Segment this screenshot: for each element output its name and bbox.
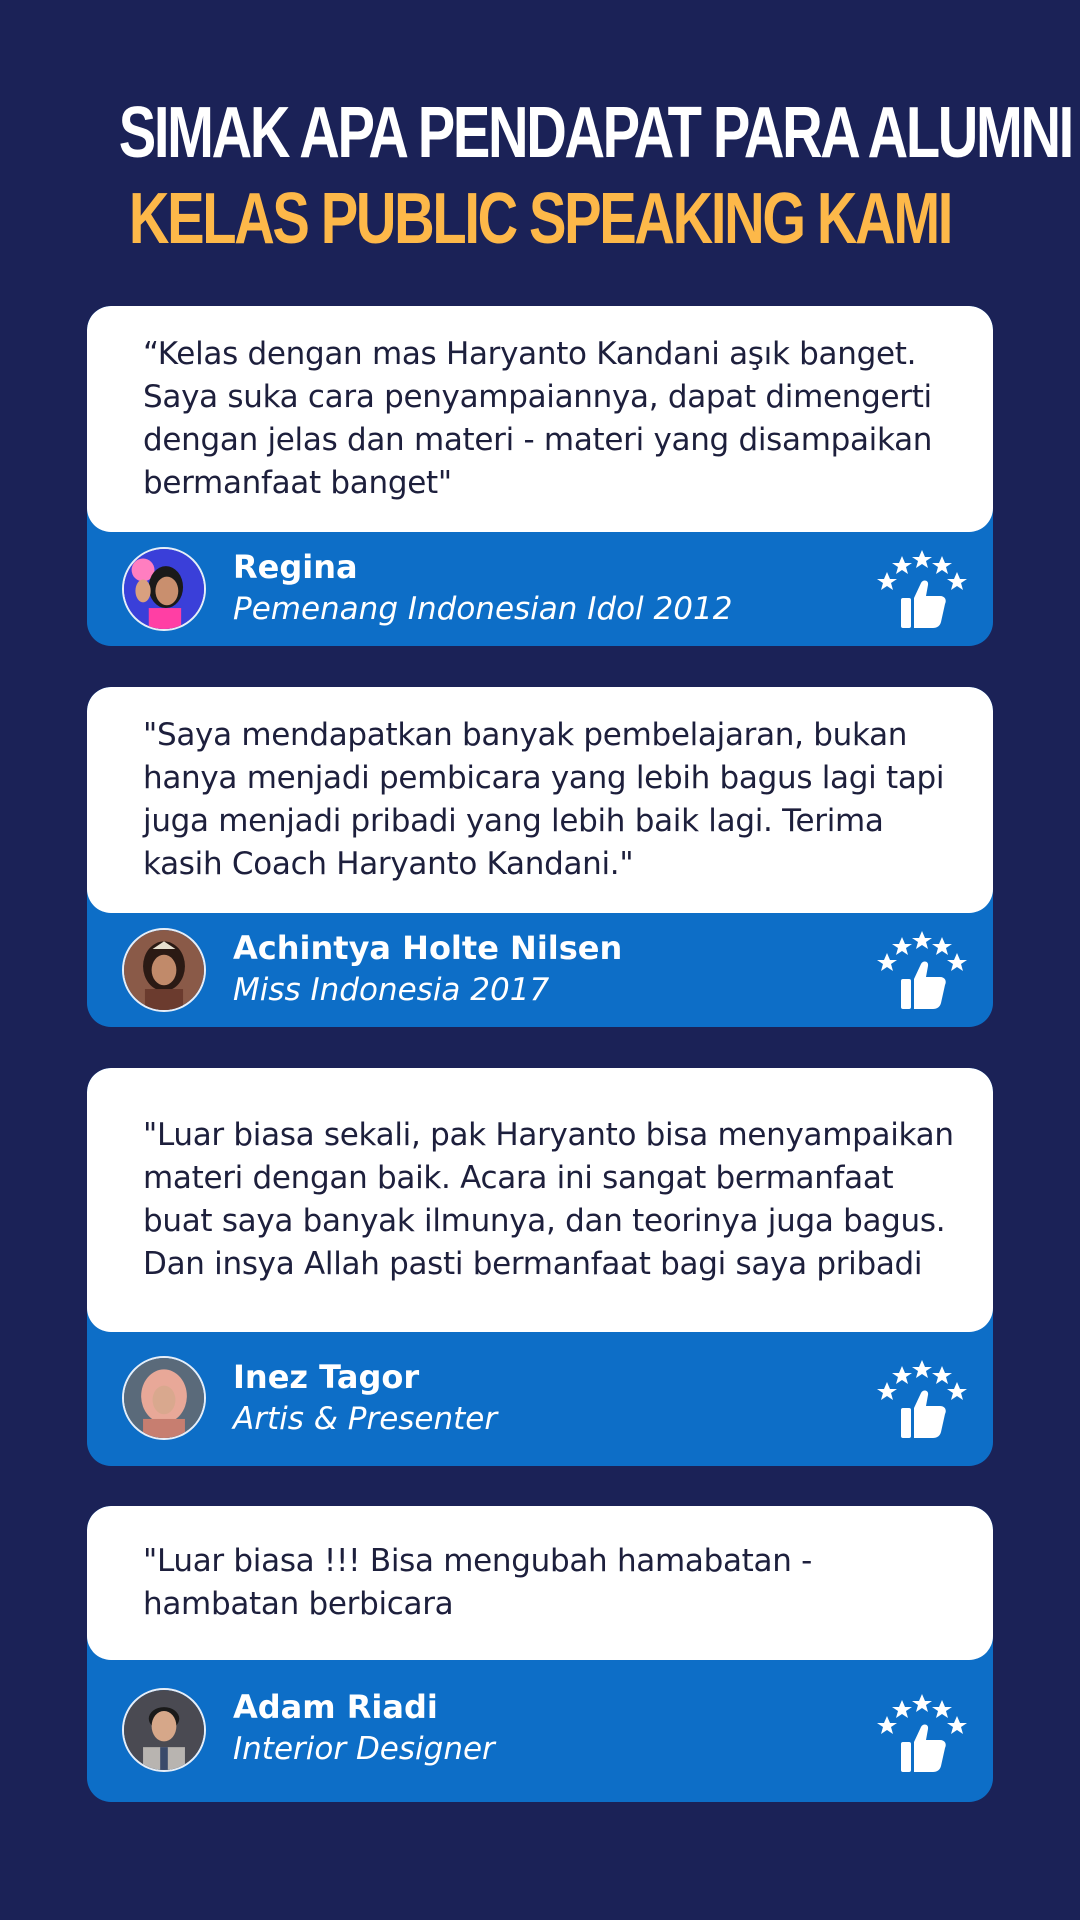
thumbs-up-stars-icon	[877, 1360, 967, 1440]
author-bar	[87, 1332, 993, 1466]
author-role: Interior Designer	[233, 1731, 495, 1767]
testimonial-card-adam	[87, 1506, 993, 1802]
testimonial-quote: “Kelas dengan mas Haryanto Kandani aşık banget. Saya suka cara penyampaiannya, dapat dimengerti dengan jelas dan materi - materi yang disampaikan bermanfaat banget"	[143, 336, 933, 501]
author-bar	[87, 913, 993, 1027]
thumbs-up-stars-icon	[877, 550, 967, 630]
author-role: Miss Indonesia 2017	[233, 972, 550, 1008]
avatar-photo-icon	[122, 1688, 206, 1772]
avatar-photo-icon	[122, 1356, 206, 1440]
quote-box	[87, 1506, 993, 1660]
testimonial-card-achintya	[87, 687, 993, 1027]
testimonial-quote: "Saya mendapatkan banyak pembelajaran, bukan hanya menjadi pembicara yang lebih bagus lagi tapi juga menjadi pribadi yang lebih baik lagi. Terima kasih Coach Haryanto Kandani."	[143, 717, 945, 882]
quote-box	[87, 687, 993, 913]
author-bar	[87, 1660, 993, 1802]
author-role: Artis & Presenter	[233, 1401, 498, 1437]
author-name: Achintya Holte Nilsen	[233, 929, 623, 967]
avatar-photo-icon	[122, 547, 206, 631]
thumbs-up-stars-icon	[877, 931, 967, 1011]
testimonial-quote: "Luar biasa !!! Bisa mengubah hamabatan - hambatan berbicara	[143, 1543, 813, 1622]
avatar-photo-icon	[122, 928, 206, 1012]
author-name: Regina	[233, 548, 358, 586]
headline-line-2: KELAS PUBLIC SPEAKING KAMI	[128, 179, 952, 259]
author-bar	[87, 532, 993, 646]
author-role: Pemenang Indonesian Idol 2012	[233, 591, 733, 627]
thumbs-up-stars-icon	[877, 1694, 967, 1774]
headline-line-1: SIMAK APA PENDAPAT PARA ALUMNI	[118, 93, 1072, 173]
quote-box	[87, 306, 993, 532]
author-name: Inez Tagor	[233, 1358, 420, 1396]
quote-box	[87, 1068, 993, 1332]
testimonial-card-inez	[87, 1068, 993, 1466]
author-name: Adam Riadi	[233, 1688, 438, 1726]
page-headline	[0, 90, 1080, 262]
testimonial-card-regina	[87, 306, 993, 646]
testimonial-quote: "Luar biasa sekali, pak Haryanto bisa menyampaikan materi dengan baik. Acara ini sangat bermanfaat buat saya banyak ilmunya, dan teorinya juga bagus. Dan insya Allah pasti bermanfaat bagi saya pribadi	[143, 1117, 954, 1282]
